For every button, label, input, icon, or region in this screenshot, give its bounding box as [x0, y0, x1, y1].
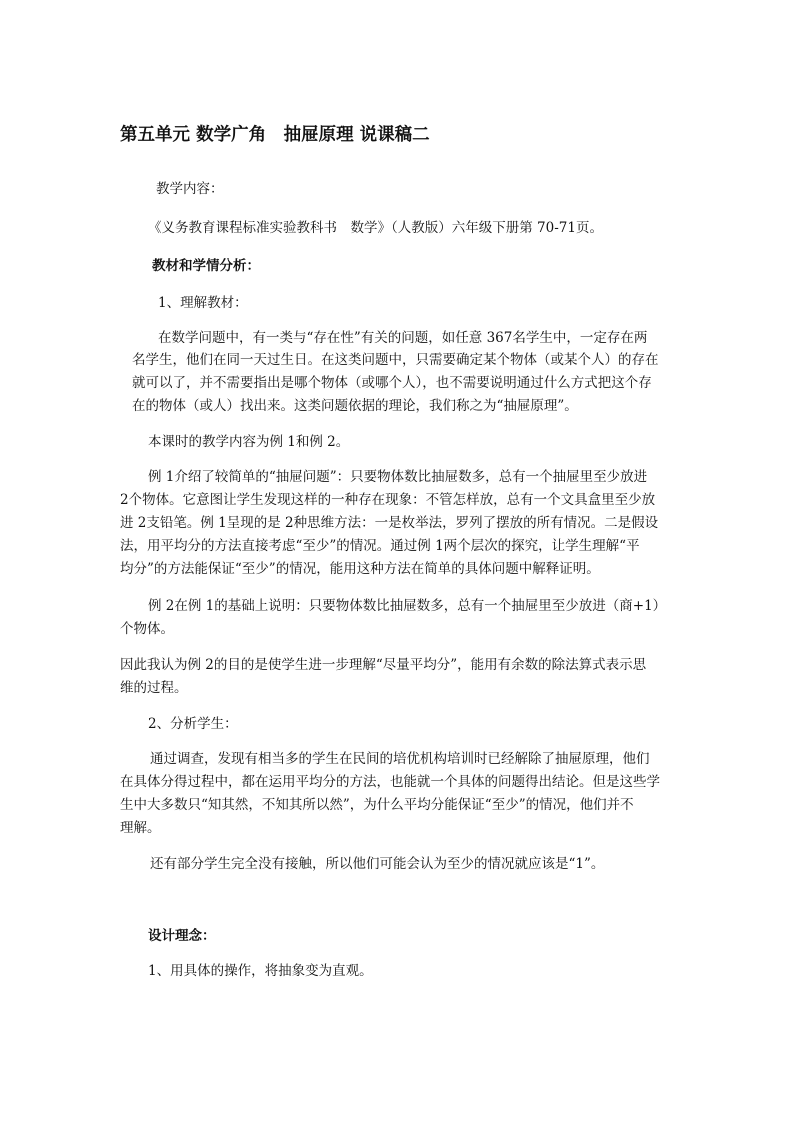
paragraph-line: 通过调查，发现有相当多的学生在民间的培优机构培训时已经解除了抽屉原理，他们 — [150, 751, 650, 767]
teaching-content-label: 教学内容： — [156, 181, 224, 197]
analysis-heading: 教材和学情分析： — [152, 258, 260, 274]
paragraph-line: 在数学问题中，有一类与“存在性”有关的问题，如任意 367名学生中，一定存在两 — [158, 330, 648, 346]
paragraph-line: 2个物体。它意图让学生发现这样的一种存在现象：不管怎样放，总有一个文具盒里至少放 — [120, 492, 656, 508]
design-item-1: 1、用具体的操作，将抽象变为直观。 — [148, 963, 373, 979]
paragraph-line: 例 1介绍了较简单的“抽屉问题”：只要物体数比抽屉数多，总有一个抽屉里至少放进 — [148, 469, 648, 485]
paragraph-line: 生中大多数只“知其然，不知其所以然”，为什么平均分能保证“至少”的情况，他们并不 — [120, 797, 634, 813]
paragraph-line: 法，用平均分的方法直接考虑“至少”的情况。通过例 1两个层次的探究，让学生理解“平 — [120, 538, 640, 554]
section1-heading: 1、理解教材： — [158, 295, 248, 311]
paragraph-line: 在具体分得过程中，都在运用平均分的方法，也能就一个具体的问题得出结论。但是这些学 — [120, 774, 660, 790]
teaching-content-text: 《义务教育课程标准实验教科书 数学》（人教版）六年级下册第 70-71页。 — [148, 220, 603, 236]
design-heading: 设计理念： — [148, 928, 216, 944]
paragraph-line: 在的物体（或人）找出来。这类问题依据的理论，我们称之为“抽屉原理”。 — [132, 398, 578, 414]
paragraph-line: 例 2在例 1的基础上说明：只要物体数比抽屉数多，总有一个抽屉里至少放进（商+1） — [148, 598, 667, 614]
paragraph-line: 因此我认为例 2的目的是使学生进一步理解“尽量平均分”，能用有余数的除法算式表示思 — [120, 657, 647, 673]
paragraph-line: 本课时的教学内容为例 1和例 2。 — [148, 434, 350, 450]
paragraph-line: 名学生，他们在同一天过生日。在这类问题中，只需要确定某个物体（或某个人）的存在 — [132, 352, 659, 368]
paragraph-line: 个物体。 — [120, 621, 174, 637]
paragraph-line: 均分”的方法能保证“至少”的情况，能用这种方法在简单的具体问题中解释证明。 — [120, 561, 600, 577]
paragraph-line: 理解。 — [120, 820, 161, 836]
paragraph-line: 维的过程。 — [120, 680, 188, 696]
paragraph-line: 就可以了，并不需要指出是哪个物体（或哪个人），也不需要说明通过什么方式把这个存 — [132, 375, 652, 391]
page-title: 第五单元 数学广角 抽屉原理 说课稿二 — [120, 125, 430, 145]
paragraph-line: 还有部分学生完全没有接触，所以他们可能会认为至少的情况就应该是“1”。 — [150, 856, 605, 872]
paragraph-line: 进 2支铅笔。例 1呈现的是 2种思维方法：一是枚举法，罗列了摆放的所有情况。二是假设 — [120, 515, 659, 531]
section2-heading: 2、分析学生： — [148, 716, 238, 732]
